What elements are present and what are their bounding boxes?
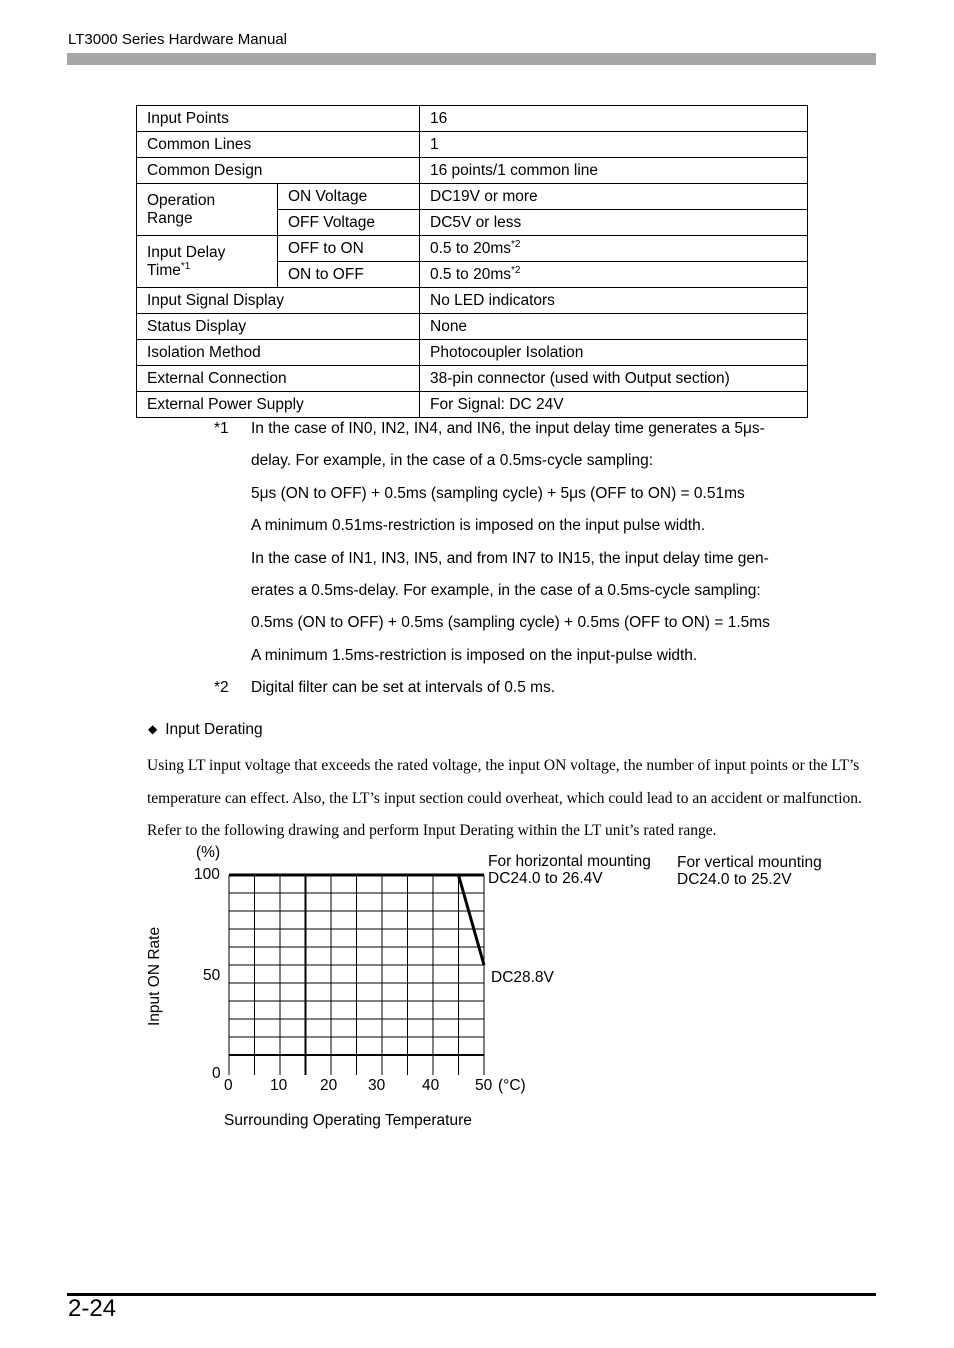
y-tick-label: 50 <box>203 967 221 984</box>
footnote-line: A minimum 1.5ms-restriction is imposed on the input-pulse width. <box>251 646 698 664</box>
label-line: Range <box>147 209 193 227</box>
spec-label: Isolation Method <box>137 340 420 366</box>
x-tick-label: 10 <box>270 1077 288 1094</box>
y-tick-label: 0 <box>212 1065 221 1082</box>
x-tick-label: 30 <box>368 1077 386 1094</box>
x-tick-label: 20 <box>320 1077 338 1094</box>
spec-label: Input Signal Display <box>137 288 420 314</box>
spec-label: Input Points <box>137 106 420 132</box>
spec-sublabel: OFF to ON <box>278 236 420 262</box>
spec-value: 16 <box>420 106 808 132</box>
y-unit-label: (%) <box>196 844 221 861</box>
spec-label: Common Lines <box>137 132 420 158</box>
annotation-dc288: DC28.8V <box>491 969 554 986</box>
value-text: 0.5 to 20ms <box>430 265 511 283</box>
x-unit-label: (°C) <box>498 1077 526 1094</box>
label-line: Input Delay <box>147 243 226 261</box>
footnote-2: Digital filter can be set at intervals of 0.5 ms. <box>251 679 556 696</box>
footer-rule <box>67 1293 876 1296</box>
section-heading-text: Input Derating <box>165 721 263 738</box>
spec-label: External Power Supply <box>137 392 420 418</box>
annotation-horizontal-title: For horizontal mounting <box>488 853 651 870</box>
footnote-1-mark: *1 <box>214 420 229 437</box>
label-line: Time <box>147 261 181 279</box>
footnote-line: In the case of IN1, IN3, IN5, and from IN7 to IN15, the input delay time gen- <box>251 549 769 567</box>
diamond-bullet-icon: ◆ <box>148 722 158 736</box>
footnote-line: A minimum 0.51ms-restriction is imposed on the input pulse width. <box>251 517 706 535</box>
spec-value: Photocoupler Isolation <box>420 340 808 366</box>
spec-label: Status Display <box>137 314 420 340</box>
spec-value: DC19V or more <box>420 184 808 210</box>
annotation-horizontal-range: DC24.0 to 26.4V <box>488 870 603 887</box>
footnote-2-mark: *2 <box>214 679 229 696</box>
y-tick-label: 100 <box>194 866 220 883</box>
label-line: Operation <box>147 191 216 209</box>
annotation-vertical-range: DC24.0 to 25.2V <box>677 871 792 888</box>
spec-label: Common Design <box>137 158 420 184</box>
footnote-ref: *2 <box>511 238 521 250</box>
spec-value: 1 <box>420 132 808 158</box>
footnote-line: In the case of IN0, IN2, IN4, and IN6, the input delay time generates a 5μs- <box>251 420 765 437</box>
spec-label: External Connection <box>137 366 420 392</box>
spec-value: For Signal: DC 24V <box>420 392 808 418</box>
spec-value: 16 points/1 common line <box>420 158 808 184</box>
footnote-line: 5μs (ON to OFF) + 0.5ms (sampling cycle) + 5μs (OFF to ON) = 0.51ms <box>251 484 745 502</box>
chart-ticks <box>194 866 493 1094</box>
footnote-ref: *1 <box>180 260 191 272</box>
spec-sublabel: OFF Voltage <box>278 210 420 236</box>
x-axis-label: Surrounding Operating Temperature <box>224 1112 472 1129</box>
spec-value: DC5V or less <box>420 210 808 236</box>
x-tick-label: 40 <box>422 1077 440 1094</box>
x-tick-label: 50 <box>475 1077 493 1094</box>
body-paragraph: Using LT input voltage that exceeds the rated voltage, the input ON voltage, the number of input points or the LT’s temperature can effect. Also, the LT’s input section could overheat, which could lead to an accident or malfunction. Refer to the following drawing and perform Input Derating within the LT unit’s rated range. <box>147 757 862 839</box>
footnote-line: 0.5ms (ON to OFF) + 0.5ms (sampling cycle) + 0.5ms (OFF to ON) = 1.5ms <box>251 614 770 632</box>
footnote-ref: *2 <box>511 264 521 276</box>
chart-grid <box>229 875 484 1075</box>
spec-value: 38-pin connector (used with Output section) <box>420 366 808 392</box>
spec-value: No LED indicators <box>420 288 808 314</box>
footnote-line: delay. For example, in the case of a 0.5ms-cycle sampling: <box>251 452 654 470</box>
spec-value: None <box>420 314 808 340</box>
y-axis-label: Input ON Rate <box>146 926 163 1026</box>
spec-sublabel: ON Voltage <box>278 184 420 210</box>
header-title: LT3000 Series Hardware Manual <box>68 31 288 48</box>
spec-sublabel: ON to OFF <box>278 262 420 288</box>
value-text: 0.5 to 20ms <box>430 239 511 257</box>
footnote-line: erates a 0.5ms-delay. For example, in the case of a 0.5ms-cycle sampling: <box>251 582 761 600</box>
annotation-vertical-title: For vertical mounting <box>677 854 822 871</box>
page-number: 2-24 <box>68 1295 117 1322</box>
x-tick-label: 0 <box>224 1077 233 1094</box>
